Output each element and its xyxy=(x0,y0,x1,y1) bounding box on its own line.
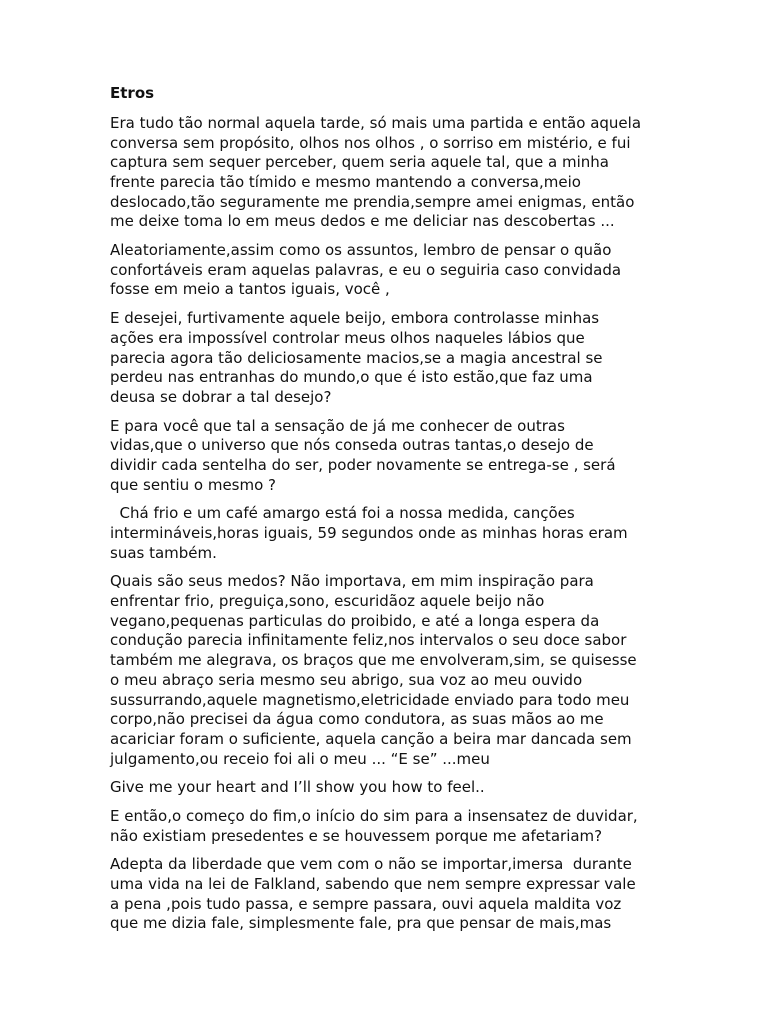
paragraph xyxy=(110,417,710,496)
text-line: corpo,não precisei da água como condutora, as suas mãos ao me xyxy=(110,710,604,729)
text-line: fosse em meio a tantos iguais, você , xyxy=(110,280,390,299)
text-line: acariciar foram o suficiente, aquela canção a beira mar dancada sem xyxy=(110,729,632,748)
text-line: vegano,pequenas particulas do proibido, e até a longa espera da xyxy=(110,611,600,630)
text-line: perdeu nas entranhas do mundo,o que é isto estão,que faz uma xyxy=(110,368,593,387)
text-line: vidas,que o universo que nós conseda outras tantas,o desejo de xyxy=(110,436,594,455)
paragraph xyxy=(110,778,710,798)
text-line: também me alegrava, os braços que me envolveram,sim, se quisesse xyxy=(110,651,637,670)
text-line: suas também. xyxy=(110,543,217,562)
paragraph xyxy=(110,241,710,300)
text-line: parecia agora tão deliciosamente macios,se a magia ancestral se xyxy=(110,348,603,367)
text-line: frente parecia tão tímido e mesmo mantendo a conversa,meio xyxy=(110,173,581,192)
text-line: a pena ,pois tudo passa, e sempre passara, ouvi aquela maldita voz xyxy=(110,894,622,913)
paragraph xyxy=(110,504,710,563)
text-line: intermináveis,horas iguais, 59 segundos onde as minhas horas eram xyxy=(110,524,628,543)
text-line: ações era impossível controlar meus olhos naqueles lábios que xyxy=(110,328,585,347)
text-line: Quais são seus medos? Não importava, em mim inspiração para xyxy=(110,572,594,591)
text-line: uma vida na lei de Falkland, sabendo que nem sempre expressar vale xyxy=(110,875,636,894)
text-line: sussurrando,aquele magnetismo,eletricidade enviado para todo meu xyxy=(110,690,630,709)
text-line: julgamento,ou receio foi ali o meu ... “E se” ...meu xyxy=(110,749,490,768)
text-line: que me dizia fale, simplesmente fale, pra que pensar de mais,mas xyxy=(110,914,612,933)
text-line: E então,o começo do fim,o início do sim para a insensatez de duvidar, xyxy=(110,806,638,825)
paragraph xyxy=(110,309,710,407)
paragraph xyxy=(110,572,710,769)
text-line: o meu abraço seria mesmo seu abrigo, sua voz ao meu ouvido xyxy=(110,670,583,689)
text-line: condução parecia infinitamente feliz,nos intervalos o seu doce sabor xyxy=(110,631,627,650)
text-line: deslocado,tão seguramente me prendia,sempre amei enigmas, então xyxy=(110,192,635,211)
text-line: E para você que tal a sensação de já me conhecer de outras xyxy=(110,416,565,435)
text-line: Chá frio e um café amargo está foi a nossa medida, canções xyxy=(110,504,575,523)
text-line: enfrentar frio, preguiça,sono, escuridãoz aquele beijo não xyxy=(110,592,545,611)
text-line: Aleatoriamente,assim como os assuntos, lembro de pensar o quão xyxy=(110,241,612,260)
text-line: deusa se dobrar a tal desejo? xyxy=(110,387,332,406)
text-line: dividir cada sentelha do ser, poder novamente se entrega-se , será xyxy=(110,455,616,474)
text-line: me deixe toma lo em meus dedos e me deliciar nas descobertas ... xyxy=(110,212,615,231)
text-line: confortáveis eram aquelas palavras, e eu o seguiria caso convidada xyxy=(110,260,622,279)
text-line: Give me your heart and I’ll show you how to feel.. xyxy=(110,778,485,797)
text-line: não existiam presedentes e se houvessem porque me afetariam? xyxy=(110,826,603,845)
text-line: captura sem sequer perceber, quem seria aquele tal, que a minha xyxy=(110,153,609,172)
paragraph xyxy=(110,807,710,846)
paragraph xyxy=(110,855,710,934)
text-line: E desejei, furtivamente aquele beijo, embora controlasse minhas xyxy=(110,309,600,328)
text-line: Adepta da liberdade que vem com o não se importar,imersa durante xyxy=(110,855,632,874)
text-line: que sentiu o mesmo ? xyxy=(110,475,277,494)
document-title: Etros xyxy=(110,84,155,102)
text-line: conversa sem propósito, olhos nos olhos , o sorriso em mistério, e fui xyxy=(110,133,631,152)
text-line: Era tudo tão normal aquela tarde, só mais uma partida e então aquela xyxy=(110,113,642,132)
document-page xyxy=(110,84,710,943)
paragraph xyxy=(110,114,710,232)
